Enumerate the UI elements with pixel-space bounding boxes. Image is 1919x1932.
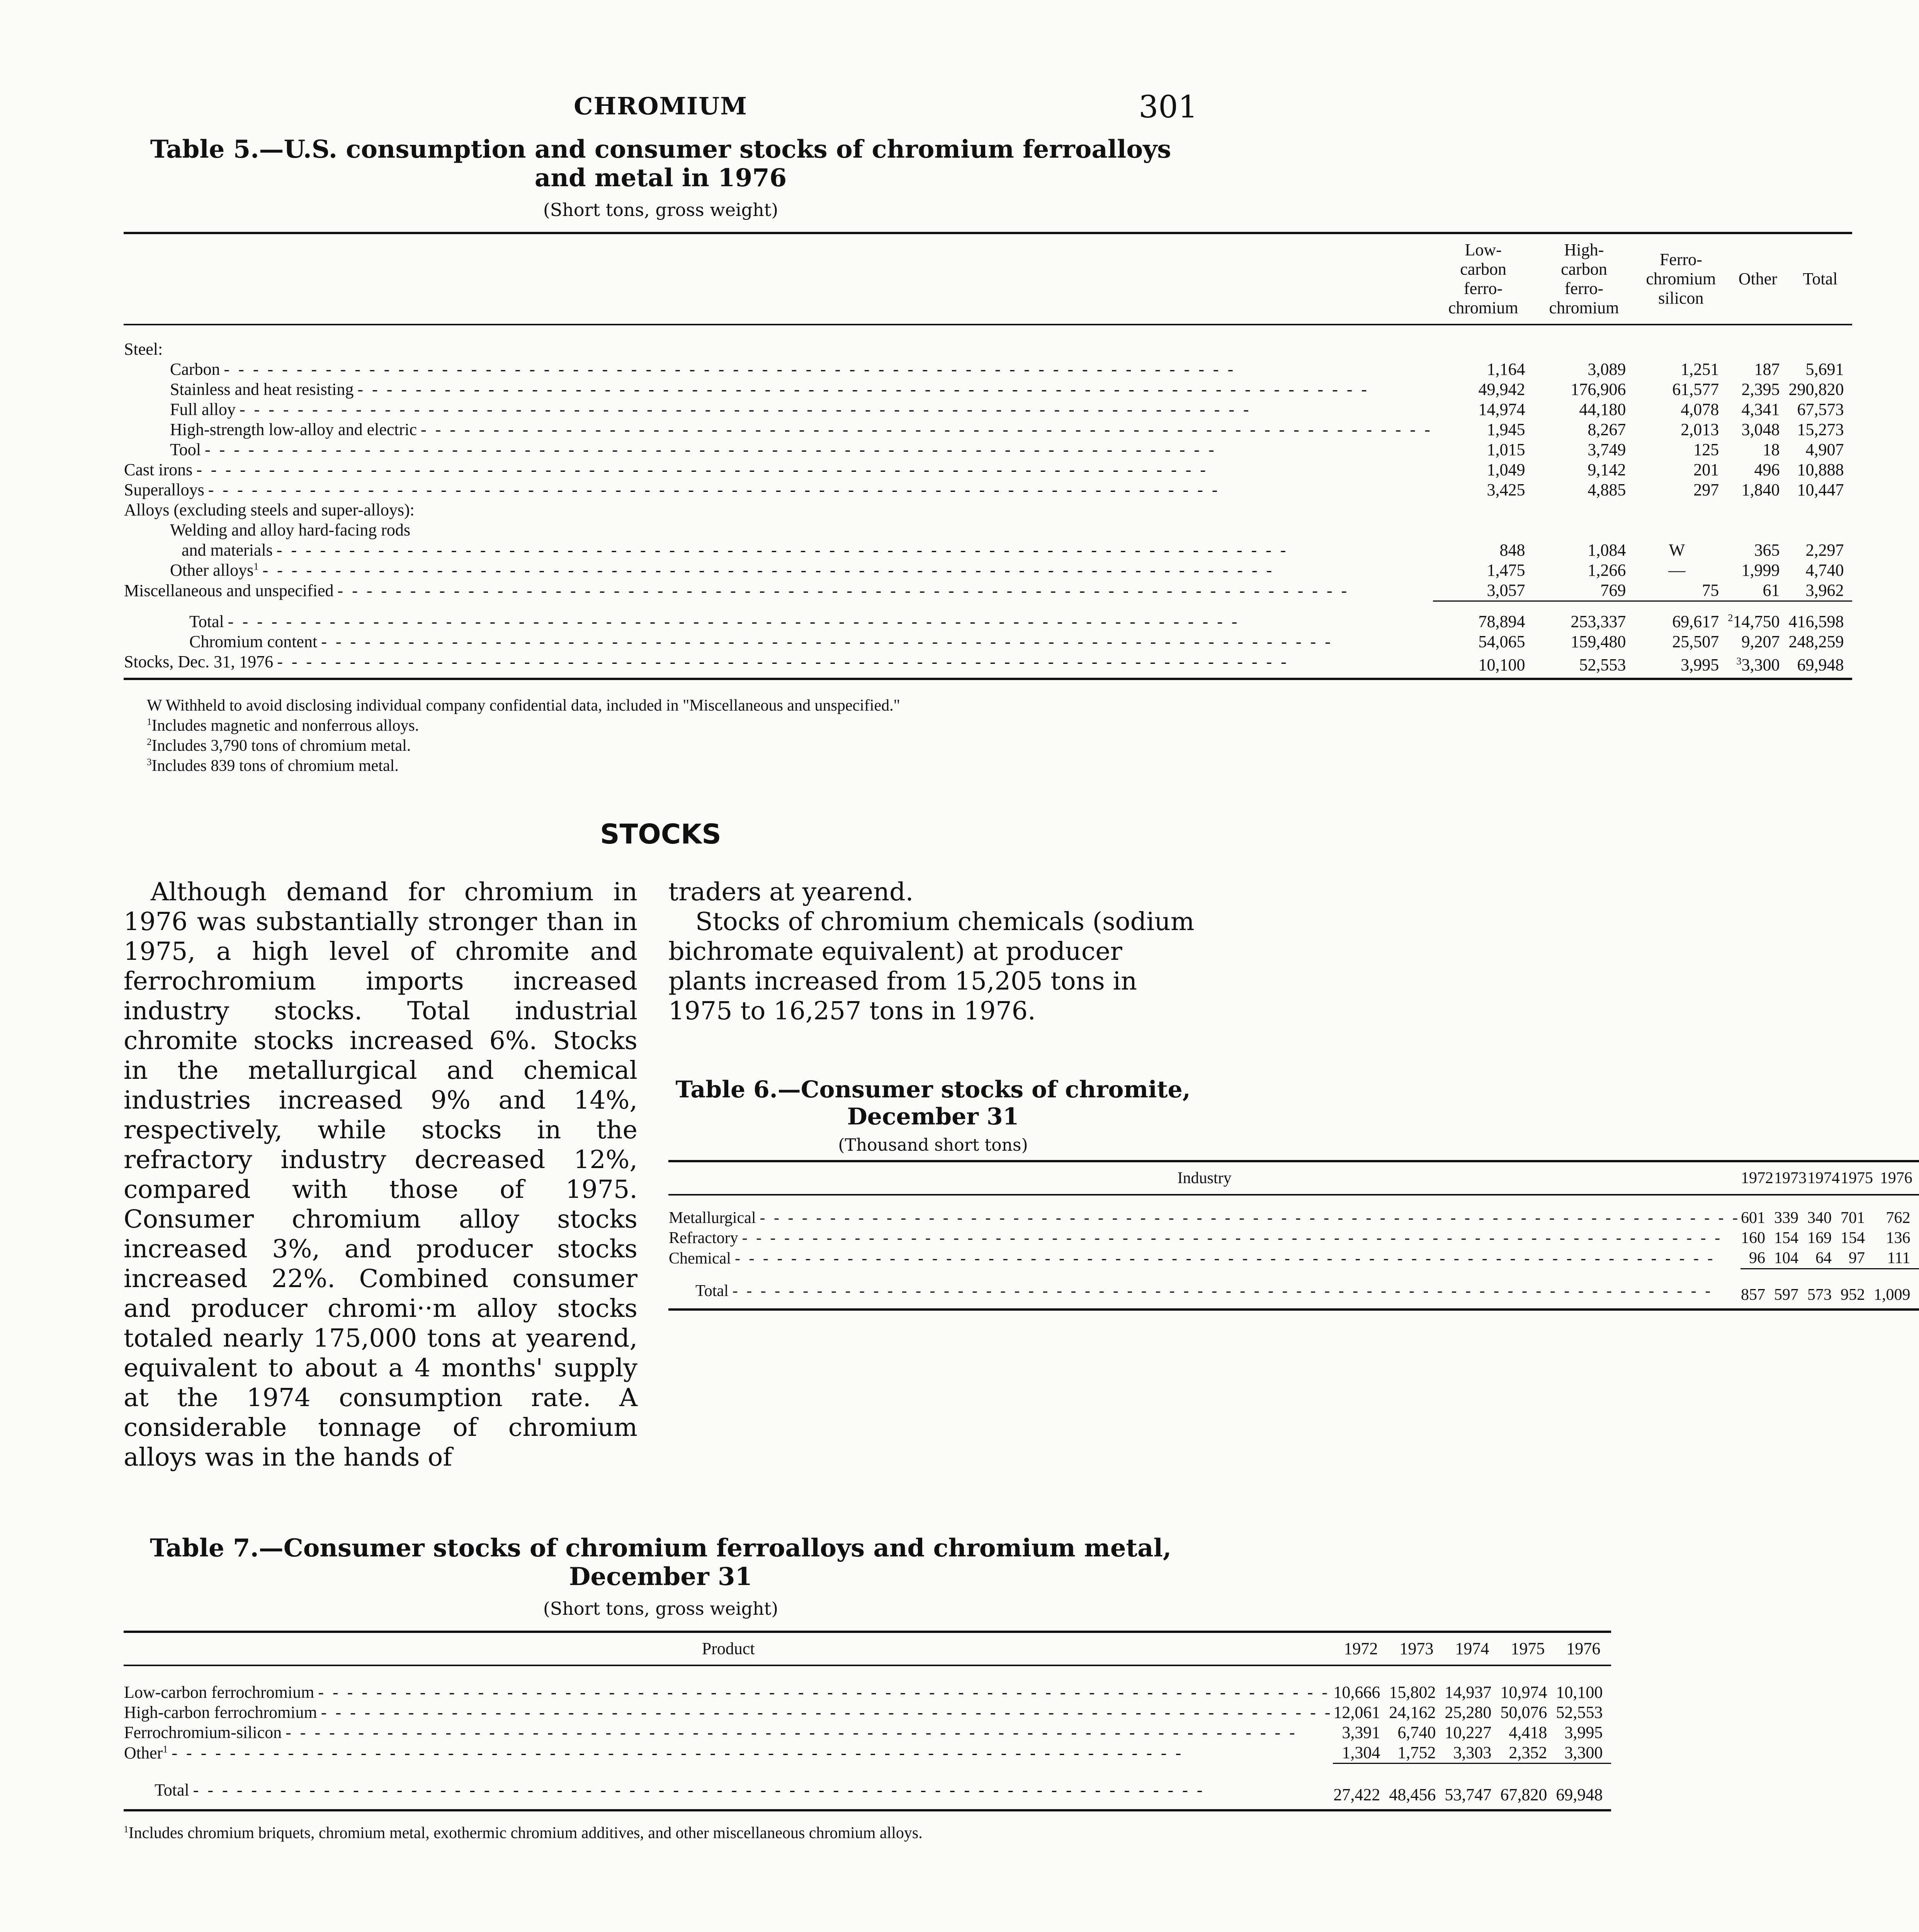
- row-label: Ferrochromium-silicon: [124, 1723, 282, 1742]
- row-label: High-strength low-alloy and electric: [170, 420, 417, 439]
- footnote: [147, 756, 1198, 776]
- table-7-grid: [124, 1631, 1611, 1811]
- col-header: High-carbon ferro-chromium: [1534, 233, 1635, 325]
- cell: 10,974: [1500, 1683, 1547, 1702]
- table-6-header-row: [668, 1161, 1919, 1195]
- cell: 12,061: [1333, 1703, 1380, 1722]
- cell: [1727, 652, 1788, 679]
- table-7-title: Table 7.—Consumer stocks of chromium ferroalloys and chromium metal, December 31: [150, 1534, 1172, 1591]
- cell: 597: [1774, 1286, 1799, 1304]
- row-label: Other alloys: [170, 561, 254, 580]
- cell: 701: [1841, 1209, 1865, 1227]
- cell: 10,227: [1445, 1723, 1492, 1742]
- cell: 3,995: [1681, 655, 1719, 674]
- row-label: Chemical: [669, 1249, 731, 1267]
- col-header: 1972: [1333, 1632, 1389, 1665]
- table-total-row: [124, 1780, 1611, 1810]
- table-row: [124, 379, 1852, 400]
- table-7: [124, 1534, 1603, 1843]
- cell: 416,598: [1788, 612, 1844, 631]
- cell: 339: [1774, 1209, 1799, 1227]
- table-7-subtitle: (Short tons, gross weight): [543, 1598, 778, 1619]
- cell: 4,740: [1805, 561, 1844, 580]
- cell: 10,100: [1478, 655, 1525, 674]
- cell: 1,084: [1588, 541, 1626, 560]
- col-header: 1973: [1389, 1632, 1444, 1665]
- cell: 4,885: [1588, 480, 1626, 499]
- cell: 50,076: [1500, 1703, 1547, 1722]
- col-header: 1972: [1741, 1161, 1774, 1195]
- table-5-title: Table 5.—U.S. consumption and consumer stocks of chromium ferroalloys and metal in 1976: [150, 135, 1171, 192]
- cell: 25,507: [1672, 632, 1719, 651]
- footnote-text: Includes chromium briquets, chromium metal, exothermic chromium additives, and other miscellaneous chromium alloys.: [128, 1824, 923, 1842]
- row-label: Total: [695, 1282, 729, 1300]
- cell: 2,297: [1805, 541, 1844, 560]
- cell: 67,820: [1500, 1785, 1547, 1804]
- cell: 15,273: [1797, 420, 1844, 439]
- table-row: [124, 500, 1852, 520]
- cell: 2,352: [1509, 1743, 1547, 1762]
- col-header: 1975: [1840, 1161, 1873, 1195]
- table-row: [124, 520, 1852, 540]
- table-row: [124, 540, 1852, 560]
- row-label: Stainless and heat resisting: [170, 380, 354, 399]
- cell: 49,942: [1478, 380, 1525, 399]
- row-label: Other: [124, 1743, 163, 1762]
- cell: 97: [1849, 1249, 1865, 1267]
- cell: 52,553: [1579, 655, 1626, 674]
- cell: 1,752: [1397, 1743, 1436, 1762]
- col-header: Low-carbon ferro-chromium: [1433, 233, 1534, 325]
- cell: 201: [1693, 460, 1719, 479]
- row-label: Low-carbon ferrochromium: [124, 1683, 314, 1702]
- cell: 4,907: [1805, 440, 1844, 459]
- cell: 53,747: [1445, 1785, 1492, 1804]
- row-group-label: Steel:: [124, 340, 163, 359]
- cell: 3,425: [1487, 480, 1525, 499]
- cell: 64: [1815, 1249, 1832, 1267]
- cell: 1,049: [1487, 460, 1525, 479]
- paragraph: traders at yearend.: [668, 878, 914, 906]
- cell: 3,391: [1342, 1723, 1380, 1742]
- footnote-ref: 2: [1728, 612, 1733, 624]
- cell: 3,057: [1487, 581, 1525, 600]
- footnote: [147, 736, 1198, 756]
- running-header: [124, 89, 1198, 128]
- col-header: Ferro-chromium silicon: [1634, 233, 1727, 325]
- cell: 3,303: [1453, 1743, 1492, 1762]
- cell: 769: [1600, 581, 1626, 600]
- cell: 290,820: [1788, 380, 1844, 399]
- table-row: [124, 420, 1852, 440]
- cell: 297: [1693, 480, 1719, 499]
- footnote: W Withheld to avoid disclosing individual company confidential data, included in "Miscellaneous and unspecified.": [147, 697, 900, 714]
- cell: 1,266: [1588, 561, 1626, 580]
- cell: 48,456: [1389, 1785, 1436, 1804]
- col-header: 1976: [1873, 1161, 1919, 1195]
- table-row: [124, 580, 1852, 601]
- cell: 154: [1774, 1229, 1799, 1247]
- footnote: [147, 716, 1198, 736]
- row-label: Total: [189, 612, 224, 631]
- row-label: Full alloy: [170, 400, 236, 419]
- row-label: Miscellaneous and unspecified: [124, 581, 334, 600]
- page: [124, 89, 1912, 1843]
- cell: 154: [1841, 1229, 1865, 1247]
- cell: 365: [1754, 541, 1780, 560]
- cell: 3,995: [1564, 1723, 1603, 1742]
- cell: 96: [1749, 1249, 1766, 1267]
- footnote-ref: 1: [163, 1743, 168, 1755]
- cell: 3,962: [1805, 581, 1844, 600]
- cell: 10,666: [1333, 1683, 1380, 1702]
- table-5-footnotes: [124, 696, 1198, 776]
- cell: 340: [1807, 1209, 1832, 1227]
- cell: 44,180: [1579, 400, 1626, 419]
- cell: 18: [1763, 440, 1780, 459]
- row-label: Superalloys: [124, 480, 204, 499]
- row-label: Welding and alloy hard-facing rods: [170, 520, 411, 539]
- cell-value: 3,300: [1741, 655, 1780, 674]
- table-row: [124, 1702, 1611, 1723]
- cell: 14,937: [1445, 1683, 1492, 1702]
- table-6-grid: [668, 1160, 1919, 1311]
- cell: 857: [1741, 1286, 1766, 1304]
- cell: 5,691: [1805, 360, 1844, 379]
- table-row: [124, 1682, 1611, 1702]
- table-row: [124, 1743, 1611, 1764]
- cell: 3,089: [1588, 360, 1626, 379]
- col-header: Product: [124, 1632, 1333, 1665]
- col-header: Industry: [668, 1161, 1741, 1195]
- table-row: [124, 1723, 1611, 1743]
- table-row: [124, 359, 1852, 379]
- cell: 69,948: [1797, 655, 1844, 674]
- table-row: [668, 1248, 1919, 1269]
- footnote-text: Includes magnetic and nonferrous alloys.: [151, 717, 419, 735]
- row-label: Cast irons: [124, 460, 193, 479]
- table-row: [668, 1228, 1919, 1248]
- table-row: [124, 632, 1852, 652]
- table-row: [668, 1208, 1919, 1228]
- cell: 8,267: [1588, 420, 1626, 439]
- cell: 69,948: [1556, 1785, 1603, 1804]
- paragraph: Stocks of chromium chemicals (sodium bichromate equivalent) at producer plants increased from 15,205 tons in 1975 to 16,257 tons in 1976.: [668, 907, 1195, 1026]
- cell: 9,142: [1588, 460, 1626, 479]
- cell: 52,553: [1556, 1703, 1603, 1722]
- cell: 159,480: [1571, 632, 1626, 651]
- cell: 9,207: [1741, 632, 1780, 651]
- running-title: CHROMIUM: [574, 92, 748, 120]
- row-label: Chromium content: [189, 632, 318, 651]
- footnote-text: Includes 3,790 tons of chromium metal.: [151, 737, 411, 755]
- cell: 1,945: [1487, 420, 1525, 439]
- col-header: 1976: [1555, 1632, 1611, 1665]
- cell: 10,100: [1556, 1683, 1603, 1702]
- cell: 54,065: [1478, 632, 1525, 651]
- cell: 1,999: [1741, 561, 1780, 580]
- cell: 6,740: [1397, 1723, 1436, 1742]
- cell: 1,015: [1487, 440, 1525, 459]
- row-label: Stocks, Dec. 31, 1976: [124, 652, 274, 671]
- table-6-title-line-1: Table 6.—Consumer stocks of chromite,: [675, 1076, 1191, 1103]
- paragraph: Although demand for chromium in 1976 was substantially stronger than in 1975, a high level of chromite and ferrochromium imports increased industry stocks. Total industrial chromite stocks increased 6%. Stocks in the metallurgical and chemical industries increased 9% and 14%, respectively, while stocks in the refractory industry decreased 12%, compared with those of 1975. Consumer chromium alloy stocks increased 3%, and producer stocks increased 22%. Combined consumer and producer chromi··m alloy stocks totaled nearly 175,000 tons at yearend, equivalent to about a 4 months' supply at the 1974 consumption rate. A considerable tonnage of chromium alloys was in the hands of: [124, 878, 637, 1472]
- cell: 248,259: [1788, 632, 1844, 651]
- left-column: [124, 877, 637, 1472]
- cell: 111: [1887, 1249, 1911, 1267]
- cell: 848: [1499, 541, 1525, 560]
- table-7-header-row: [124, 1632, 1611, 1665]
- col-header: 1974: [1444, 1632, 1500, 1665]
- cell: 1,304: [1342, 1743, 1380, 1762]
- col-header: 1973: [1774, 1161, 1807, 1195]
- footnote-mark: 1: [124, 1824, 129, 1835]
- col-header: Total: [1788, 233, 1852, 325]
- table-total-row: [668, 1281, 1919, 1310]
- cell: [1727, 612, 1788, 632]
- table-row: [124, 400, 1852, 420]
- table-5-grid: [124, 232, 1852, 680]
- page-number: 301: [1139, 89, 1198, 125]
- right-column: [668, 877, 1912, 1472]
- footnote-mark: 2: [147, 737, 152, 747]
- cell: 61,577: [1672, 380, 1719, 399]
- cell: 61: [1763, 581, 1780, 600]
- footnote-mark: 1: [147, 717, 152, 727]
- row-label: Tool: [170, 440, 201, 459]
- cell: 187: [1754, 360, 1780, 379]
- cell: 253,337: [1571, 612, 1626, 631]
- cell: 3,300: [1564, 1743, 1603, 1762]
- cell: 1,251: [1681, 360, 1719, 379]
- table-6-title-line-2: December 31: [847, 1103, 1019, 1130]
- row-label: Carbon: [170, 360, 220, 379]
- cell: 4,418: [1509, 1723, 1547, 1742]
- cell: 104: [1774, 1249, 1799, 1267]
- two-column-body: [124, 877, 1912, 1472]
- cell: 69,617: [1672, 612, 1719, 631]
- footnote: [124, 1823, 1198, 1843]
- cell: 4,341: [1741, 400, 1780, 419]
- cell: 67,573: [1797, 400, 1844, 419]
- table-5-header-row: [124, 233, 1852, 325]
- cell: 169: [1807, 1229, 1832, 1247]
- cell: 3,749: [1588, 440, 1626, 459]
- cell: 14,974: [1478, 400, 1525, 419]
- cell: 601: [1741, 1209, 1766, 1227]
- cell: 27,422: [1333, 1785, 1380, 1804]
- cell: 176,906: [1571, 380, 1626, 399]
- row-label: Total: [155, 1781, 189, 1799]
- cell: 75: [1702, 581, 1719, 600]
- cell: 10,447: [1797, 480, 1844, 499]
- cell: 24,162: [1389, 1703, 1436, 1722]
- cell: 2,013: [1681, 420, 1719, 439]
- cell: 78,894: [1478, 612, 1525, 631]
- row-label: Refractory: [669, 1229, 738, 1247]
- cell: —: [1668, 561, 1686, 580]
- cell: 573: [1807, 1286, 1832, 1304]
- footnote-ref: 1: [253, 560, 259, 572]
- cell: 952: [1841, 1286, 1865, 1304]
- col-header: 1975: [1500, 1632, 1555, 1665]
- table-6-subtitle: (Thousand short tons): [838, 1135, 1028, 1155]
- row-label: High-carbon ferrochromium: [124, 1703, 317, 1722]
- table-row: [124, 339, 1852, 359]
- cell: 762: [1886, 1209, 1911, 1227]
- col-header: 1974: [1807, 1161, 1840, 1195]
- cell: W: [1669, 541, 1685, 560]
- section-heading: STOCKS: [600, 818, 721, 850]
- cell: 1,475: [1487, 561, 1525, 580]
- cell: 136: [1886, 1229, 1911, 1247]
- cell: 3,048: [1741, 420, 1780, 439]
- row-group-label: Alloys (excluding steels and super-alloys):: [124, 500, 415, 519]
- cell: 160: [1741, 1229, 1766, 1247]
- cell: 125: [1693, 440, 1719, 459]
- footnote-mark: 3: [147, 757, 152, 767]
- cell: 1,840: [1741, 480, 1780, 499]
- cell: 1,009: [1874, 1286, 1911, 1304]
- table-row: [124, 652, 1852, 679]
- table-5-subtitle: (Short tons, gross weight): [543, 199, 778, 220]
- footnote-ref: 3: [1736, 655, 1742, 667]
- cell: 4,078: [1681, 400, 1719, 419]
- cell: 10,888: [1797, 460, 1844, 479]
- cell: 496: [1754, 460, 1780, 479]
- table-row: [124, 460, 1852, 480]
- cell: 25,280: [1445, 1703, 1492, 1722]
- col-header: Other: [1727, 233, 1788, 325]
- table-5: [124, 135, 1844, 776]
- footnote-text: Includes 839 tons of chromium metal.: [151, 757, 399, 775]
- table-row: [124, 560, 1852, 580]
- cell: 1,164: [1487, 360, 1525, 379]
- table-row: [124, 480, 1852, 500]
- row-label: and materials: [182, 541, 273, 560]
- cell: 2,395: [1741, 380, 1780, 399]
- table-total-row: [124, 612, 1852, 632]
- table-6: [668, 1076, 1912, 1311]
- cell: 15,802: [1389, 1683, 1436, 1702]
- cell-value: 14,750: [1733, 612, 1780, 631]
- row-label: Metallurgical: [669, 1209, 756, 1227]
- table-row: [124, 440, 1852, 460]
